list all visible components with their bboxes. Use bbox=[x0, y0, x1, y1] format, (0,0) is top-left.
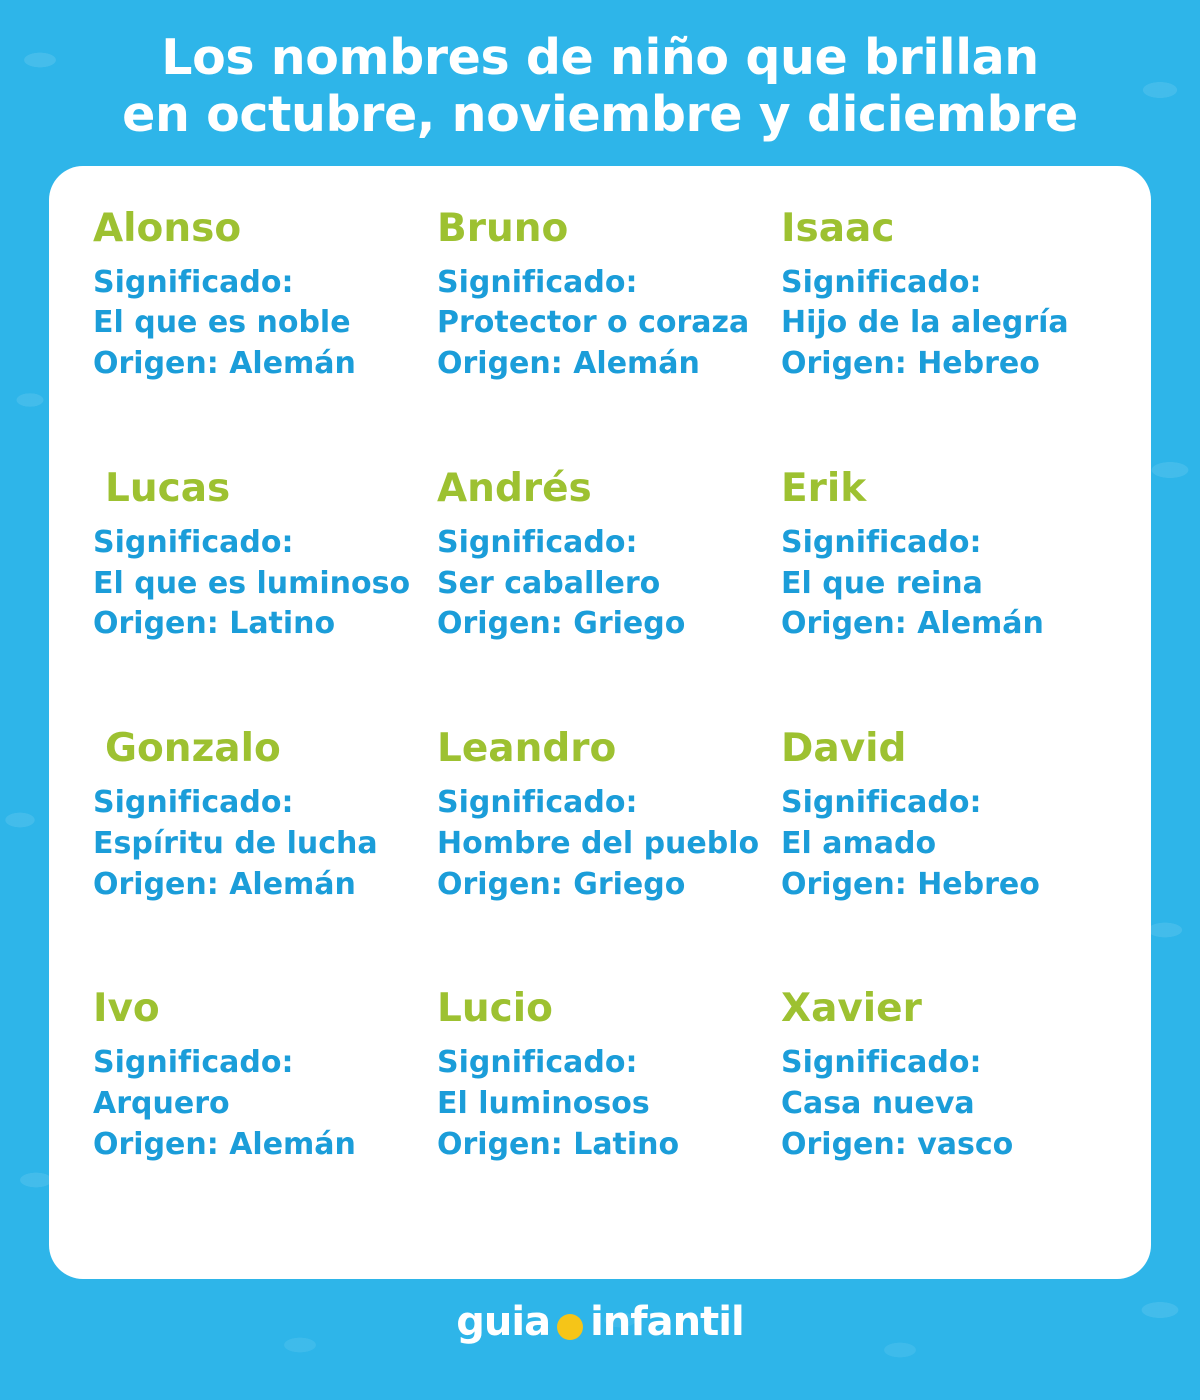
name-entry bbox=[777, 728, 1111, 988]
name-entry bbox=[89, 205, 423, 468]
origin-value: Origen: Griego bbox=[437, 866, 686, 902]
meaning-label: Significado: bbox=[437, 524, 638, 560]
meaning-value: Espíritu de lucha bbox=[93, 825, 378, 861]
origin-value: Origen: vasco bbox=[781, 1126, 1014, 1162]
meaning-value: El que reina bbox=[781, 565, 983, 601]
name-title: Xavier bbox=[781, 986, 922, 1032]
meaning-value: El luminosos bbox=[437, 1086, 650, 1122]
meaning-label: Significado: bbox=[781, 1045, 982, 1081]
origin-value: Origen: Alemán bbox=[93, 346, 356, 382]
site-logo bbox=[456, 1299, 743, 1345]
page-title-line-1: Los nombres de niño que brillan bbox=[161, 29, 1039, 86]
name-title: David bbox=[781, 726, 907, 772]
name-entry bbox=[777, 988, 1111, 1248]
names-grid bbox=[89, 205, 1111, 1249]
origin-value: Origen: Griego bbox=[437, 606, 686, 642]
meaning-value: Protector o coraza bbox=[437, 305, 750, 341]
name-title: Lucio bbox=[437, 986, 553, 1032]
meaning-label: Significado: bbox=[93, 264, 294, 300]
meaning-value: Arquero bbox=[93, 1086, 230, 1122]
meaning-value: Hijo de la alegría bbox=[781, 305, 1069, 341]
name-title: Alonso bbox=[93, 205, 242, 251]
meaning-value: El que es luminoso bbox=[93, 565, 411, 601]
name-title: Erik bbox=[781, 465, 867, 511]
name-title: Bruno bbox=[437, 205, 569, 251]
meaning-value: El que es noble bbox=[93, 305, 351, 341]
name-entry bbox=[433, 465, 767, 728]
meaning-label: Significado: bbox=[781, 264, 982, 300]
origin-value: Origen: Alemán bbox=[93, 866, 356, 902]
meaning-label: Significado: bbox=[93, 524, 294, 560]
meaning-value: El amado bbox=[781, 825, 937, 861]
origin-value: Origen: Alemán bbox=[781, 606, 1044, 642]
meaning-label: Significado: bbox=[93, 785, 294, 821]
logo-text-left: guia bbox=[456, 1298, 551, 1345]
origin-value: Origen: Alemán bbox=[93, 1126, 356, 1162]
origin-value: Origen: Latino bbox=[93, 606, 336, 642]
name-entry bbox=[777, 465, 1111, 728]
page-title-line-2: en octubre, noviembre y diciembre bbox=[122, 85, 1078, 143]
name-entry bbox=[89, 988, 423, 1248]
name-entry bbox=[433, 728, 767, 988]
origin-value: Origen: Hebreo bbox=[781, 866, 1040, 902]
meaning-value: Ser caballero bbox=[437, 565, 661, 601]
origin-value: Origen: Latino bbox=[437, 1126, 680, 1162]
name-title: Gonzalo bbox=[105, 726, 281, 772]
name-entry bbox=[777, 205, 1111, 468]
name-title: Isaac bbox=[781, 205, 895, 251]
meaning-label: Significado: bbox=[781, 524, 982, 560]
name-entry bbox=[89, 465, 423, 728]
meaning-value: Casa nueva bbox=[781, 1086, 975, 1122]
origin-value: Origen: Alemán bbox=[437, 346, 700, 382]
name-entry bbox=[433, 205, 767, 468]
name-entry bbox=[433, 988, 767, 1248]
name-title: Lucas bbox=[105, 465, 231, 511]
meaning-value: Hombre del pueblo bbox=[437, 825, 760, 861]
meaning-label: Significado: bbox=[437, 264, 638, 300]
meaning-label: Significado: bbox=[437, 1045, 638, 1081]
origin-value: Origen: Hebreo bbox=[781, 346, 1040, 382]
meaning-label: Significado: bbox=[781, 785, 982, 821]
name-title: Andrés bbox=[437, 465, 592, 511]
logo-text-right: infantil bbox=[590, 1298, 744, 1345]
name-title: Leandro bbox=[437, 726, 617, 772]
names-card bbox=[49, 166, 1151, 1279]
name-title: Ivo bbox=[93, 986, 160, 1032]
meaning-label: Significado: bbox=[437, 785, 638, 821]
meaning-label: Significado: bbox=[93, 1045, 294, 1081]
name-entry bbox=[89, 728, 423, 988]
page-title bbox=[40, 30, 1160, 144]
logo-dot-icon bbox=[557, 1314, 583, 1340]
